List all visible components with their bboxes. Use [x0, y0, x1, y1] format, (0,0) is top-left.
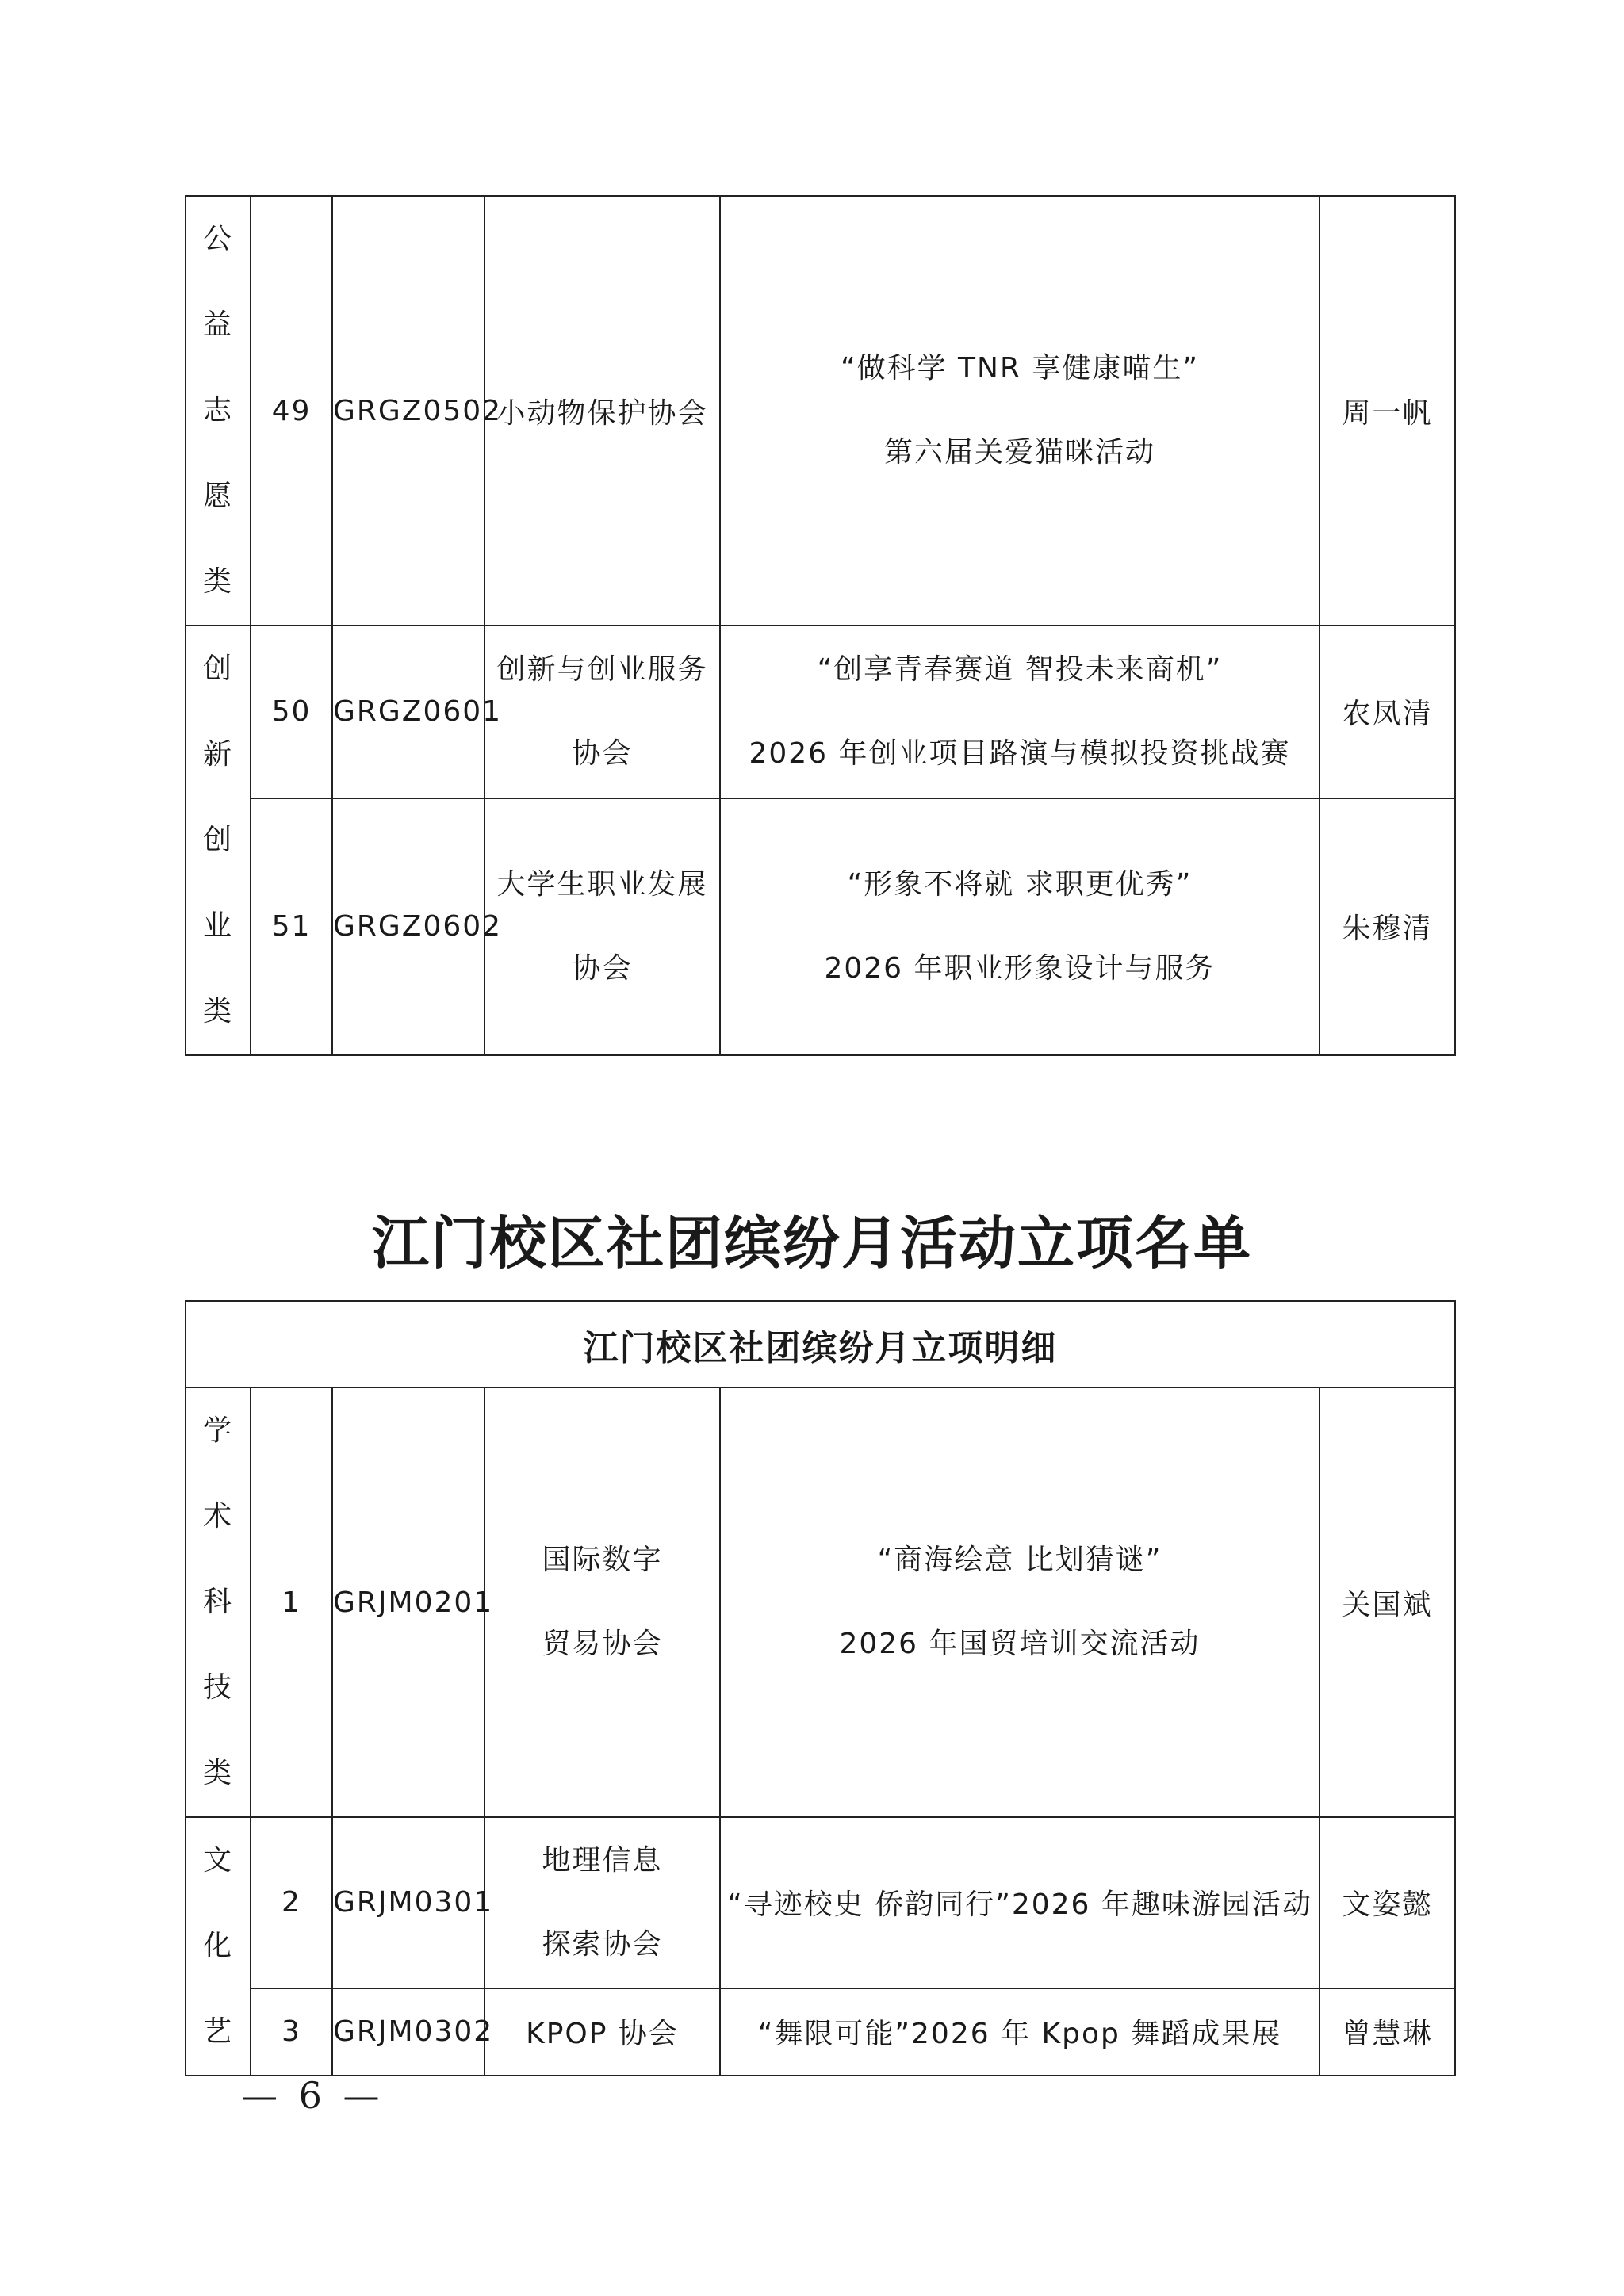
leader-name: 朱穆清 [1320, 798, 1455, 1055]
project-code: GRJM0301 [332, 1817, 485, 1988]
category-cell: 创 新 创 业 类 [186, 626, 251, 1055]
page-title: 江门校区社团缤纷月活动立项名单 [371, 1209, 1252, 1276]
activity-name: “做科学 TNR 享健康喵生” 第六届关爱猫咪活动 [720, 196, 1320, 626]
project-code: GRGZ0602 [332, 798, 485, 1055]
organization-name: 大学生职业发展 协会 [485, 798, 720, 1055]
table-row [186, 1988, 1455, 2076]
organization-name: 创新与创业服务 协会 [485, 626, 720, 798]
activity-name: “舞限可能”2026 年 Kpop 舞蹈成果展 [720, 1988, 1320, 2076]
table-header-row [186, 1301, 1455, 1387]
leader-name: 曾慧琳 [1320, 1988, 1455, 2076]
leader-name: 农凤清 [1320, 626, 1455, 798]
table-row [186, 196, 1455, 626]
table-row [186, 626, 1455, 798]
organization-name: 国际数字 贸易协会 [485, 1387, 720, 1817]
table-header: 江门校区社团缤纷月立项明细 [186, 1301, 1455, 1387]
row-number: 49 [251, 196, 332, 626]
table-row [186, 1817, 1455, 1988]
activity-name: “形象不将就 求职更优秀” 2026 年职业形象设计与服务 [720, 798, 1320, 1055]
row-number: 51 [251, 798, 332, 1055]
category-cell: 文 化 艺 [186, 1817, 251, 2076]
table-row [186, 1387, 1455, 1817]
category-cell: 学 术 科 技 类 [186, 1387, 251, 1817]
category-cell: 公 益 志 愿 类 [186, 196, 251, 626]
leader-name: 周一帆 [1320, 196, 1455, 626]
table-row [186, 798, 1455, 1055]
organization-name: KPOP 协会 [485, 1988, 720, 2076]
row-number: 1 [251, 1387, 332, 1817]
row-number: 3 [251, 1988, 332, 2076]
activity-name: “商海绘意 比划猜谜” 2026 年国贸培训交流活动 [720, 1387, 1320, 1817]
table-sports-volunteer-innovation [185, 195, 1456, 1056]
leader-name: 文姿懿 [1320, 1817, 1455, 1988]
table-jiangmen-projects [185, 1300, 1456, 2076]
activity-name: “创享青春赛道 智投未来商机” 2026 年创业项目路演与模拟投资挑战赛 [720, 626, 1320, 798]
organization-name: 小动物保护协会 [485, 196, 720, 626]
project-code: GRJM0302 [332, 1988, 485, 2076]
activity-name: “寻迹校史 侨韵同行”2026 年趣味游园活动 [720, 1817, 1320, 1988]
project-code: GRGZ0601 [332, 626, 485, 798]
project-code: GRGZ0502 [332, 196, 485, 626]
row-number: 50 [251, 626, 332, 798]
project-code: GRJM0201 [332, 1387, 485, 1817]
page-number: — 6 — [241, 2074, 385, 2117]
row-number: 2 [251, 1817, 332, 1988]
organization-name: 地理信息 探索协会 [485, 1817, 720, 1988]
leader-name: 关国斌 [1320, 1387, 1455, 1817]
